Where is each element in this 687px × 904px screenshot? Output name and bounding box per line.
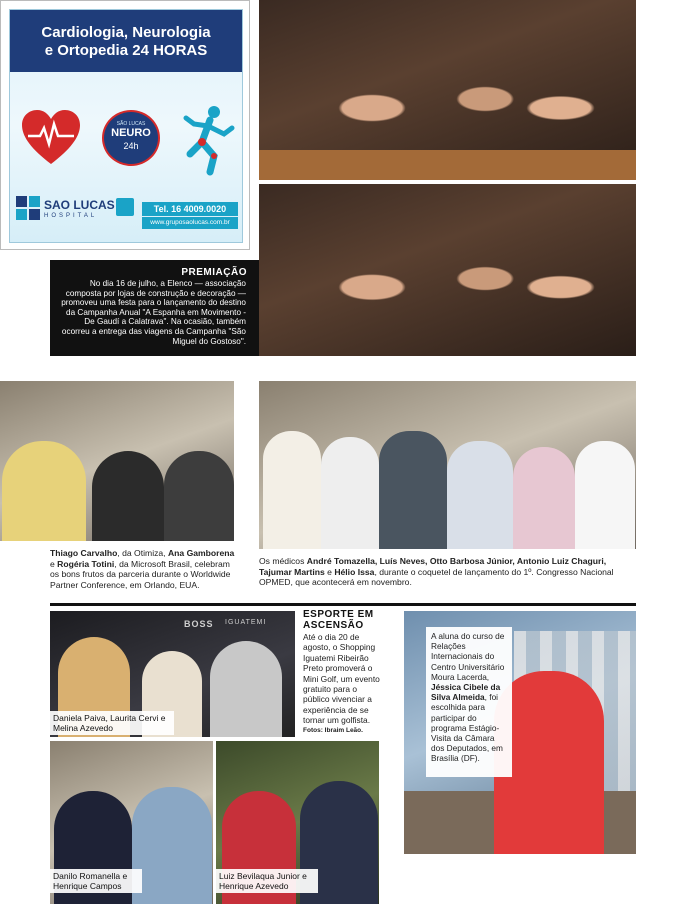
caption-daniela: Daniela Paiva, Laurita Cervi e Melina Azevedo [50, 711, 174, 735]
medico-2 [321, 437, 379, 549]
premiacao-text: No dia 16 de julho, a Elenco — associação composta por lojas de construção e decoração — promoveu uma festa para o lançamento do destino da Campanha Anual "A Espanha em Movimento - De Gaudí a Calatrava". Na ocasião, também ocorreu a entrega das viagens da Campanha "São Miguel do Gostoso". [61, 279, 246, 346]
caption-medicos-last: Hélio Issa [334, 566, 375, 577]
esporte-text: Até o dia 20 de agosto, o Shopping Iguatemi Ribeirão Preto promoverá o Mini Golf, um evento gratuito para o público vivenciar a experiência de se tornar um golfista. [303, 632, 380, 726]
boss-logo: BOSS [184, 619, 214, 629]
hospital-logo-icon [16, 196, 40, 220]
esporte-credit: Fotos: Ibraim Leão. [303, 727, 363, 734]
caption-thiago-mid-a: , da Otimiza, [117, 548, 168, 558]
caption-medicos-lead: Os médicos [259, 556, 307, 566]
caption-medicos-mid: e [324, 566, 335, 577]
neuro-label: NEURO [111, 127, 151, 139]
neuro-small-label: SÃO LUCAS [116, 121, 146, 127]
ad-headline-line2: e Ortopedia 24 HORAS [44, 42, 208, 59]
group-photo-stage [259, 184, 636, 356]
photo-daniela-laurita-melina [50, 611, 295, 737]
caption-thiago [50, 548, 236, 590]
group-photo-party [259, 0, 636, 180]
jessica-text-box [426, 627, 512, 777]
hospital-ad[interactable] [0, 0, 250, 250]
jessica-rest: , foi escolhida para participar do programa Estágio-Visita da Câmara dos Deputados, em Brasília (DF). [431, 692, 503, 764]
medico-5 [513, 447, 575, 549]
runner-skeleton-icon [180, 104, 236, 176]
premiacao-title: PREMIAÇÃO [181, 267, 247, 278]
photo-luiz-henrique [216, 741, 379, 904]
caption-medicos [259, 556, 636, 588]
neuro-24h-label: 24h [123, 141, 139, 151]
ad-website[interactable]: www.gruposaolucas.com.br [142, 217, 238, 229]
hospital-name: SAO LUCAS [44, 198, 115, 212]
woman-3 [210, 641, 282, 737]
jessica-text [431, 631, 509, 764]
heart-icon [20, 108, 82, 166]
caption-danilo: Danilo Romanella e Henrique Campos [50, 869, 142, 893]
caption-thiago-name-b: Ana Gamborena [167, 548, 235, 558]
premiacao-box [50, 260, 259, 356]
ad-inner [9, 9, 243, 243]
people-overlay-2 [259, 184, 636, 356]
medico-6 [575, 441, 635, 549]
ad-phone[interactable]: Tel. 16 4009.0020 [142, 202, 238, 216]
hospital-sub: HOSPITAL [44, 213, 98, 219]
medico-4 [447, 441, 513, 549]
esporte-title-1: ESPORTE EM [303, 609, 374, 620]
photo-medicos [259, 381, 636, 549]
photo-thiago-ana-rogeria [0, 381, 234, 541]
neuro-badge [102, 110, 160, 166]
caption-thiago-mid-b: e [50, 558, 58, 569]
caption-thiago-rest: , da Microsoft Brasil, celebram os bons frutos da parceria durante o Worldwide Partner Conference, em Orlando, EUA. [50, 558, 231, 590]
esporte-title-2: ASCENSÃO [303, 620, 364, 631]
person-2 [92, 451, 164, 541]
person-3 [164, 451, 234, 541]
caption-thiago-name-a: Thiago Carvalho [50, 548, 118, 558]
caption-thiago-name-c: Rogéria Totini [57, 558, 115, 569]
caption-medicos-names: André Tomazella, Luís Neves, Otto Barbosa Júnior, Antonio Luiz Chaguri, Tajumar Martins [259, 556, 607, 577]
ad-headline-bar [10, 10, 242, 72]
jessica-name: Jéssica Cibele da Silva Almeida [431, 682, 501, 703]
photo-jessica [404, 611, 636, 854]
caption-medicos-rest: , durante o coquetel de lançamento do 1º. Congresso Nacional OPMED, que acontecerá em novembro. [259, 566, 614, 587]
medico-3 [379, 431, 447, 549]
caption-luiz: Luiz Bevilaqua Junior e Henrique Azevedo [216, 869, 318, 893]
photo-danilo-henrique [50, 741, 213, 904]
ad-headline-line1: Cardiologia, Neurologia [41, 24, 211, 41]
medico-1 [263, 431, 321, 549]
floor [259, 150, 636, 180]
section-divider [50, 603, 636, 606]
man-2 [132, 787, 212, 904]
iguatemi-logo: IGUATEMI [225, 619, 267, 626]
seal-icon [116, 198, 134, 216]
person-1 [2, 441, 86, 541]
jessica-intro: A aluna do curso de Relações Internacionais do Centro Universitário Moura Lacerda, [431, 631, 505, 682]
